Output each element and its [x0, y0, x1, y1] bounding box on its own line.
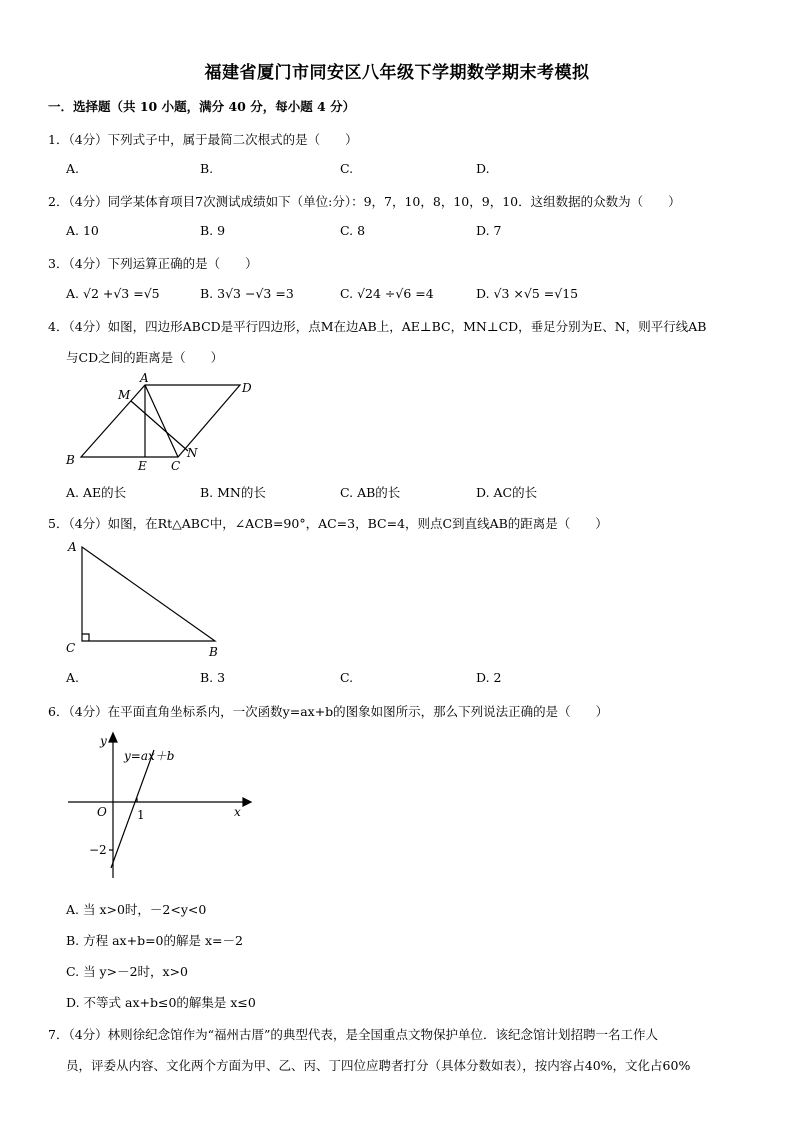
- q4-option-b: B. MN的长: [200, 485, 266, 500]
- q6-option-a: A. 当 x>0时，－2<y<0: [66, 902, 207, 917]
- question-5: 5．（4分）如图，在Rt△ABC中，∠ACB=90°，AC=3，BC=4，则点C到直线AB的距离是（ ）: [48, 516, 608, 531]
- right-triangle-figure: [60, 535, 235, 663]
- parallelogram-figure: [60, 370, 260, 475]
- x-axis-arrow: [243, 798, 251, 806]
- q2-option-d: D. 7: [476, 223, 502, 238]
- q5-option-d: D. 2: [476, 670, 502, 685]
- function-line: [111, 750, 154, 868]
- q2-option-b: B. 9: [200, 223, 226, 238]
- x-axis-label: x: [234, 805, 241, 819]
- q6-option-b: B. 方程 ax+b=0的解是 x=－2: [66, 933, 243, 948]
- q5-option-c: C.: [340, 670, 354, 685]
- q1-option-c: C.: [340, 161, 354, 176]
- question-3: 3．（4分）下列运算正确的是（ ）: [48, 256, 258, 271]
- label-b: B: [66, 453, 75, 467]
- segment-mn: [131, 401, 188, 451]
- parallelogram-abcd: [81, 385, 240, 457]
- q1-option-d: D.: [476, 161, 490, 176]
- q3-option-c: C. √24 ÷√6 =4: [340, 286, 434, 301]
- label-b: B: [209, 645, 218, 659]
- label-e: E: [138, 459, 147, 473]
- q3-option-d: D. √3 ×√5 =√15: [476, 286, 579, 301]
- q6-option-c: C. 当 y>－2时，x>0: [66, 964, 189, 979]
- question-7-line-2: 员，评委从内容、文化两个方面为甲、乙、丙、丁四位应聘者打分（具体分数如表），按内容占40%，文化占60%: [66, 1058, 691, 1073]
- right-angle-mark: [82, 634, 89, 641]
- label-m: M: [118, 388, 131, 402]
- y-axis-arrow: [109, 733, 117, 742]
- q3-option-b: B. 3√3 −√3 =3: [200, 286, 294, 301]
- origin-label: O: [97, 805, 107, 819]
- label-a: A: [68, 540, 77, 554]
- y-axis-label: y: [100, 734, 107, 748]
- segment-ac: [145, 385, 178, 457]
- page-title: 福建省厦门市同安区八年级下学期数学期末考模拟: [204, 63, 590, 83]
- function-label: y=ax＋b: [124, 749, 175, 763]
- label-n: N: [187, 446, 198, 460]
- q5-option-a: A.: [66, 670, 80, 685]
- q4-option-d: D. AC的长: [476, 485, 538, 500]
- question-7-line-1: 7．（4分）林则徐纪念馆作为“福州古厝”的典型代表，是全国重点文物保护单位．该纪念馆计划招聘一名工作人: [48, 1027, 658, 1042]
- q2-option-a: A. 10: [66, 223, 99, 238]
- question-6: 6．（4分）在平面直角坐标系内，一次函数y=ax+b的图象如图所示，那么下列说法正确的是（ ）: [48, 704, 609, 719]
- q1-option-b: B.: [200, 161, 214, 176]
- x-intercept-label: 1: [137, 808, 145, 822]
- q4-option-c: C. AB的长: [340, 485, 401, 500]
- linear-function-graph: [60, 728, 260, 888]
- triangle-abc: [82, 547, 215, 641]
- question-4-line-2: 与CD之间的距离是（ ）: [66, 350, 224, 365]
- label-c: C: [171, 459, 181, 473]
- q6-option-d: D. 不等式 ax+b≤0的解集是 x≤0: [66, 995, 256, 1010]
- label-d: D: [242, 381, 252, 395]
- question-2: 2．（4分）同学某体育项目7次测试成绩如下（单位:分）：9，7，10，8，10，9，10．这组数据的众数为（ ）: [48, 194, 681, 209]
- question-4-line-1: 4．（4分）如图，四边形ABCD是平行四边形，点M在边AB上，AE⊥BC，MN⊥CD，垂足分别为E、N，则平行线AB: [48, 319, 707, 334]
- q3-option-a: A. √2 +√3 =√5: [66, 286, 160, 301]
- section-heading: 一．选择题（共 10 小题，满分 40 分，每小题 4 分）: [48, 99, 356, 114]
- question-1: 1．（4分）下列式子中，属于最简二次根式的是（ ）: [48, 132, 358, 147]
- q2-option-c: C. 8: [340, 223, 366, 238]
- q4-option-a: A. AE的长: [66, 485, 127, 500]
- q5-option-b: B. 3: [200, 670, 226, 685]
- q1-option-a: A.: [66, 161, 80, 176]
- label-a: A: [140, 371, 149, 385]
- y-intercept-label: −2: [89, 843, 107, 857]
- label-c: C: [66, 641, 76, 655]
